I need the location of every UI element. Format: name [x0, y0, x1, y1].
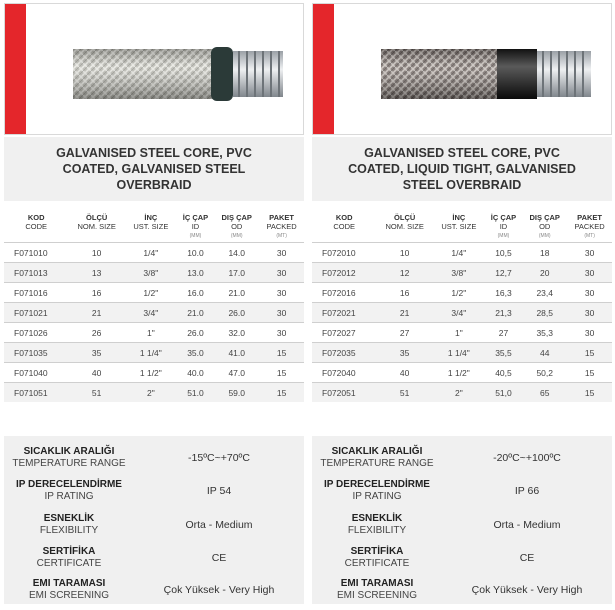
table-cell: 17.0 [214, 263, 259, 283]
unit-cell [68, 232, 125, 243]
prop-label [312, 513, 442, 537]
table-row [4, 343, 304, 363]
table-row [312, 343, 612, 363]
label-text: SERTİFİKA [42, 546, 96, 557]
product-photo-frame [312, 3, 612, 135]
table-cell: 50,2 [522, 363, 567, 383]
table-row [4, 383, 304, 403]
table-cell: 10 [376, 243, 433, 263]
table-row [312, 243, 612, 263]
table-cell: F072021 [312, 303, 376, 323]
table-cell: 44 [522, 343, 567, 363]
properties-box [312, 436, 612, 604]
label-text: PACKED [574, 222, 605, 231]
prop-temperature [312, 446, 612, 478]
table-cell: 51.0 [177, 383, 215, 403]
properties-box [4, 436, 304, 604]
table-cell: 21 [376, 303, 433, 323]
table-row [312, 323, 612, 343]
product-title-box [312, 137, 612, 201]
table-cell: 26.0 [214, 303, 259, 323]
prop-label [4, 479, 134, 503]
label-text: IP DERECELENDİRME [16, 479, 122, 490]
table-cell: 30 [567, 283, 612, 303]
label-text: IP RATING [44, 491, 94, 502]
table-cell: 23,4 [522, 283, 567, 303]
label-text: IP DERECELENDİRME [324, 479, 430, 490]
prop-value: CE [519, 552, 535, 564]
table-cell: 26 [68, 323, 125, 343]
prop-label [4, 546, 134, 570]
table-cell: 51,0 [485, 383, 523, 403]
table-cell: 10 [68, 243, 125, 263]
table-row [4, 303, 304, 323]
prop-value: Orta - Medium [185, 519, 253, 531]
table-cell: F072016 [312, 283, 376, 303]
prop-certificate [312, 546, 612, 578]
col-header-packed [567, 211, 612, 232]
prop-ip-rating [4, 479, 304, 511]
table-row [4, 323, 304, 343]
table-cell: 30 [567, 243, 612, 263]
table-cell: 21.0 [177, 303, 215, 323]
table-cell: 15 [259, 363, 304, 383]
table-row [4, 263, 304, 283]
table-cell: 35 [376, 343, 433, 363]
table-row [4, 283, 304, 303]
table-cell: F072012 [312, 263, 376, 283]
prop-flexibility [312, 513, 612, 545]
table-cell: 32.0 [214, 323, 259, 343]
red-accent-bar [5, 4, 26, 134]
label-text: EMI TARAMASI [32, 578, 106, 589]
table-cell: 16.0 [177, 283, 215, 303]
product-title: GALVANISED STEEL CORE, PVC COATED, GALVANISED STEEL OVERBRAID [56, 146, 252, 192]
table-cell: 35.0 [177, 343, 215, 363]
prop-label [312, 578, 442, 602]
table-cell: 47.0 [214, 363, 259, 383]
table-cell: 30 [259, 263, 304, 283]
label-text: EMI SCREENING [336, 590, 417, 601]
table-cell: 51 [68, 383, 125, 403]
table-cell: 35,5 [485, 343, 523, 363]
table-cell: 2" [433, 383, 485, 403]
table-cell: 28,5 [522, 303, 567, 323]
prop-value: IP 66 [514, 485, 540, 497]
unit-cell: (MM) [189, 233, 202, 239]
table-row [312, 263, 612, 283]
label-text: CERTIFICATE [344, 558, 410, 569]
table-cell: F071016 [4, 283, 68, 303]
label-text: CODE [25, 222, 47, 231]
units-row [312, 232, 612, 243]
table-cell: 15 [259, 343, 304, 363]
col-header-nom-size [376, 211, 433, 232]
product-title: GALVANISED STEEL CORE, PVC COATED, LIQUID TIGHT, GALVANISED STEEL OVERBRAID [348, 146, 576, 192]
table-row [4, 243, 304, 263]
unit-cell [433, 232, 485, 243]
table-cell: F071010 [4, 243, 68, 263]
table-cell: F071035 [4, 343, 68, 363]
label-text: İNÇ [452, 213, 466, 222]
label-text: KOD [335, 213, 353, 222]
table-cell: 14.0 [214, 243, 259, 263]
table-cell: F071040 [4, 363, 68, 383]
table-cell: 35 [68, 343, 125, 363]
unit-cell: (MM) [497, 233, 510, 239]
table-cell: 30 [567, 323, 612, 343]
table-cell: F072035 [312, 343, 376, 363]
unit-cell [376, 232, 433, 243]
table-cell: 15 [567, 363, 612, 383]
label-text: FLEXIBILITY [347, 525, 407, 536]
table-cell: F072010 [312, 243, 376, 263]
label-text: PAKET [269, 213, 295, 222]
table-cell: 2" [125, 383, 177, 403]
table-cell: F072027 [312, 323, 376, 343]
table-cell: 13 [68, 263, 125, 283]
label-text: CERTIFICATE [36, 558, 102, 569]
prop-flexibility [4, 513, 304, 545]
col-header-code [312, 211, 376, 232]
label-text: TEMPERATURE RANGE [320, 458, 434, 469]
label-text: TEMPERATURE RANGE [12, 458, 126, 469]
product-panel-left [4, 0, 304, 604]
prop-value: CE [211, 552, 227, 564]
table-cell: 51 [376, 383, 433, 403]
label-text: UST. SIZE [133, 222, 169, 231]
label-text: ID [191, 222, 200, 231]
label-text: SICAKLIK ARALIĞI [23, 446, 115, 457]
prop-temperature [4, 446, 304, 478]
unit-cell: (MT) [276, 233, 287, 239]
table-cell: 10.0 [177, 243, 215, 263]
table-header-row [4, 211, 304, 232]
label-text: FLEXIBILITY [39, 525, 99, 536]
prop-label [312, 479, 442, 503]
table-cell: F072051 [312, 383, 376, 403]
label-text: KOD [27, 213, 45, 222]
label-text: OD [231, 222, 243, 231]
table-cell: 1/4" [433, 243, 485, 263]
table-cell: 3/8" [125, 263, 177, 283]
table-cell: 12 [376, 263, 433, 283]
label-text: ÖLÇÜ [86, 213, 108, 222]
label-text: UST. SIZE [441, 222, 477, 231]
table-cell: 65 [522, 383, 567, 403]
table-cell: 20 [522, 263, 567, 283]
table-cell: 21.0 [214, 283, 259, 303]
label-text: IP RATING [352, 491, 402, 502]
prop-label [4, 578, 134, 602]
label-text: OD [539, 222, 551, 231]
table-cell: 1" [125, 323, 177, 343]
table-cell: 3/4" [433, 303, 485, 323]
table-cell: 30 [567, 303, 612, 323]
prop-value: -20ºC~+100ºC [493, 452, 561, 464]
unit-cell [4, 232, 68, 243]
table-cell: 41.0 [214, 343, 259, 363]
label-text: PACKED [266, 222, 297, 231]
table-cell: 15 [567, 383, 612, 403]
col-header-id [177, 211, 215, 232]
table-cell: 1/2" [433, 283, 485, 303]
col-header-inch [125, 211, 177, 232]
col-header-inch [433, 211, 485, 232]
table-header-row [312, 211, 612, 232]
table-cell: 3/8" [433, 263, 485, 283]
table-cell: 1 1/4" [433, 343, 485, 363]
table-cell: 30 [259, 243, 304, 263]
braided-hose-image [73, 45, 283, 103]
product-title-box [4, 137, 304, 201]
table-cell: 15 [259, 383, 304, 403]
table-cell: 30 [259, 303, 304, 323]
prop-value: Orta - Medium [493, 519, 561, 531]
table-row [312, 303, 612, 323]
table-cell: 1 1/2" [125, 363, 177, 383]
label-text: ÖLÇÜ [394, 213, 416, 222]
table-cell: 30 [259, 283, 304, 303]
product-photo-frame [4, 3, 304, 135]
table-cell: 16,3 [485, 283, 523, 303]
table-cell: 1 1/4" [125, 343, 177, 363]
label-text: NOM. SIZE [77, 222, 116, 231]
table-cell: 21 [68, 303, 125, 323]
label-text: İÇ ÇAP [182, 213, 209, 222]
table-cell: F071021 [4, 303, 68, 323]
table-cell: 16 [68, 283, 125, 303]
spec-table [312, 211, 612, 402]
unit-cell: (MM) [538, 233, 551, 239]
table-row [4, 363, 304, 383]
table-cell: 30 [567, 263, 612, 283]
table-cell: 27 [376, 323, 433, 343]
table-cell: 1/2" [125, 283, 177, 303]
table-cell: 26.0 [177, 323, 215, 343]
units-row [4, 232, 304, 243]
red-accent-bar [313, 4, 334, 134]
label-text: PAKET [577, 213, 603, 222]
table-cell: 18 [522, 243, 567, 263]
prop-value: Çok Yüksek - Very High [471, 584, 583, 596]
table-cell: 59.0 [214, 383, 259, 403]
prop-value: -15ºC~+70ºC [188, 452, 250, 464]
prop-label [4, 513, 134, 537]
table-cell: 30 [259, 323, 304, 343]
table-row [312, 383, 612, 403]
unit-cell [312, 232, 376, 243]
table-cell: 10,5 [485, 243, 523, 263]
spec-table [4, 211, 304, 402]
col-header-packed [259, 211, 304, 232]
label-text: EMI SCREENING [28, 590, 109, 601]
table-cell: 12,7 [485, 263, 523, 283]
table-cell: 16 [376, 283, 433, 303]
col-header-id [485, 211, 523, 232]
label-text: CODE [333, 222, 355, 231]
table-cell: 40 [68, 363, 125, 383]
table-cell: 15 [567, 343, 612, 363]
prop-value: IP 54 [206, 485, 232, 497]
table-cell: 27 [485, 323, 523, 343]
prop-label [4, 446, 134, 470]
prop-value: Çok Yüksek - Very High [163, 584, 275, 596]
unit-cell [125, 232, 177, 243]
label-text: ESNEKLİK [351, 513, 403, 524]
table-row [312, 283, 612, 303]
col-header-od [214, 211, 259, 232]
col-header-nom-size [68, 211, 125, 232]
braided-hose-image [381, 45, 591, 103]
table-cell: 3/4" [125, 303, 177, 323]
label-text: SICAKLIK ARALIĞI [331, 446, 423, 457]
unit-cell: (MM) [230, 233, 243, 239]
table-cell: 40 [376, 363, 433, 383]
table-cell: 1/4" [125, 243, 177, 263]
col-header-code [4, 211, 68, 232]
label-text: ESNEKLİK [43, 513, 95, 524]
table-cell: 40,5 [485, 363, 523, 383]
prop-emi-screening [4, 578, 304, 610]
unit-cell: (MT) [584, 233, 595, 239]
table-cell: 35,3 [522, 323, 567, 343]
label-text: DIŞ ÇAP [529, 213, 560, 222]
label-text: SERTİFİKA [350, 546, 404, 557]
label-text: İÇ ÇAP [490, 213, 517, 222]
table-cell: F071013 [4, 263, 68, 283]
table-cell: F071026 [4, 323, 68, 343]
label-text: DIŞ ÇAP [221, 213, 252, 222]
prop-certificate [4, 546, 304, 578]
product-panel-right [312, 0, 612, 604]
table-cell: 21,3 [485, 303, 523, 323]
prop-label [312, 546, 442, 570]
prop-label [312, 446, 442, 470]
table-cell: 40.0 [177, 363, 215, 383]
prop-emi-screening [312, 578, 612, 610]
table-cell: 1 1/2" [433, 363, 485, 383]
label-text: İNÇ [144, 213, 158, 222]
label-text: ID [499, 222, 508, 231]
col-header-od [522, 211, 567, 232]
table-cell: F071051 [4, 383, 68, 403]
table-cell: 13.0 [177, 263, 215, 283]
table-cell: F072040 [312, 363, 376, 383]
label-text: EMI TARAMASI [340, 578, 414, 589]
prop-ip-rating [312, 479, 612, 511]
table-row [312, 363, 612, 383]
label-text: NOM. SIZE [385, 222, 424, 231]
table-cell: 1" [433, 323, 485, 343]
